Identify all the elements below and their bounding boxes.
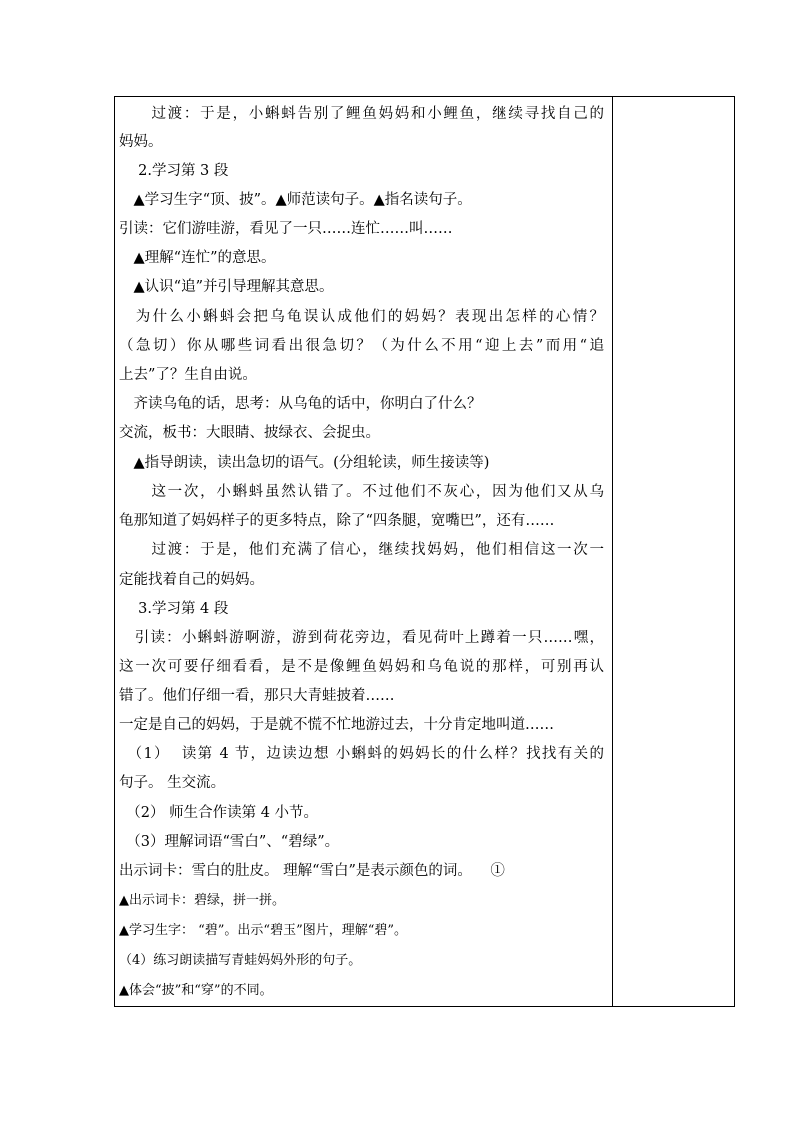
lesson-content-cell <box>115 97 612 1006</box>
text-line: ▲理解“连忙”的意思。 <box>119 250 276 266</box>
text-line: 过渡：于是，小蝌蚪告别了鲤鱼妈妈和小鲤鱼，继续寻找自己的 <box>119 106 604 122</box>
text-line: （4）练习朗读描写青蛙妈妈外形的句子。 <box>119 953 362 968</box>
text-line: ▲学习生字“顶、披”。▲师范读句子。▲指名读句子。 <box>119 192 472 208</box>
text-line: 句子。 生交流。 <box>119 775 226 791</box>
text-line: 妈妈。 <box>119 134 163 150</box>
text-line: ▲体会“披”和“穿”的不同。 <box>119 983 273 998</box>
text-line: ▲指导朗读，读出急切的语气。(分组轮读，师生接读等) <box>119 455 490 471</box>
text-line: 这一次，小蝌蚪虽然认错了。不过他们不灰心，因为他们又从乌 <box>119 484 604 500</box>
section-heading: 2.学习第 3 段 <box>119 163 229 179</box>
text-line: （3）理解词语“雪白”、“碧绿”。 <box>119 834 340 850</box>
text-line: 定能找着自己的妈妈。 <box>119 572 264 588</box>
text-line: 上去”了？生自由说。 <box>119 367 257 383</box>
text-line: 引读：它们游哇游，看见了一只……连忙……叫…… <box>119 221 453 237</box>
text-line: ▲学习生字： “碧”。出示“碧玉”图片，理解“碧”。 <box>119 923 408 938</box>
text-line: 过渡：于是，他们充满了信心，继续找妈妈，他们相信这一次一 <box>119 542 604 558</box>
text-line: ▲出示词卡：碧绿，拼一拼。 <box>119 893 285 908</box>
text-line: ▲认识“追”并引导理解其意思。 <box>119 279 334 295</box>
lesson-table <box>114 96 735 1007</box>
text-line: 齐读乌龟的话，思考：从乌龟的话中，你明白了什么？ <box>119 396 482 412</box>
text-line: 错了。他们仔细一看，那只大青蛙披着…… <box>119 688 395 704</box>
text-line: 龟那知道了妈妈样子的更多特点，除了“四条腿，宽嘴巴”，还有…… <box>119 513 555 529</box>
text-line: 这一次可要仔细看看，是不是像鲤鱼妈妈和乌龟说的那样，可别再认 <box>119 659 604 675</box>
text-line: 为什么小蝌蚪会把乌龟误认成他们的妈妈？表现出怎样的心情？ <box>119 309 604 325</box>
section-heading: 3.学习第 4 段 <box>119 601 229 617</box>
text-line: （2） 师生合作读第 4 小节。 <box>119 805 319 821</box>
text-line: 一定是自己的妈妈，于是就不慌不忙地游过去，十分肯定地叫道…… <box>119 717 554 733</box>
text-line: 出示词卡：雪白的肚皮。 理解“雪白”是表示颜色的词。 ① <box>119 863 505 879</box>
text-line: （急切）你从哪些词看出很急切？（为什么不用“迎上去”而用“追 <box>119 338 604 354</box>
text-line: 引读：小蝌蚪游啊游，游到荷花旁边，看见荷叶上蹲着一只……嘿， <box>119 630 604 646</box>
text-line: （1） 读第 4 节，边读边想 小蝌蚪的妈妈长的什么样？找找有关的 <box>119 746 604 762</box>
text-line: 交流，板书：大眼睛、披绿衣、会捉虫。 <box>119 425 380 441</box>
notes-cell <box>613 97 734 1006</box>
